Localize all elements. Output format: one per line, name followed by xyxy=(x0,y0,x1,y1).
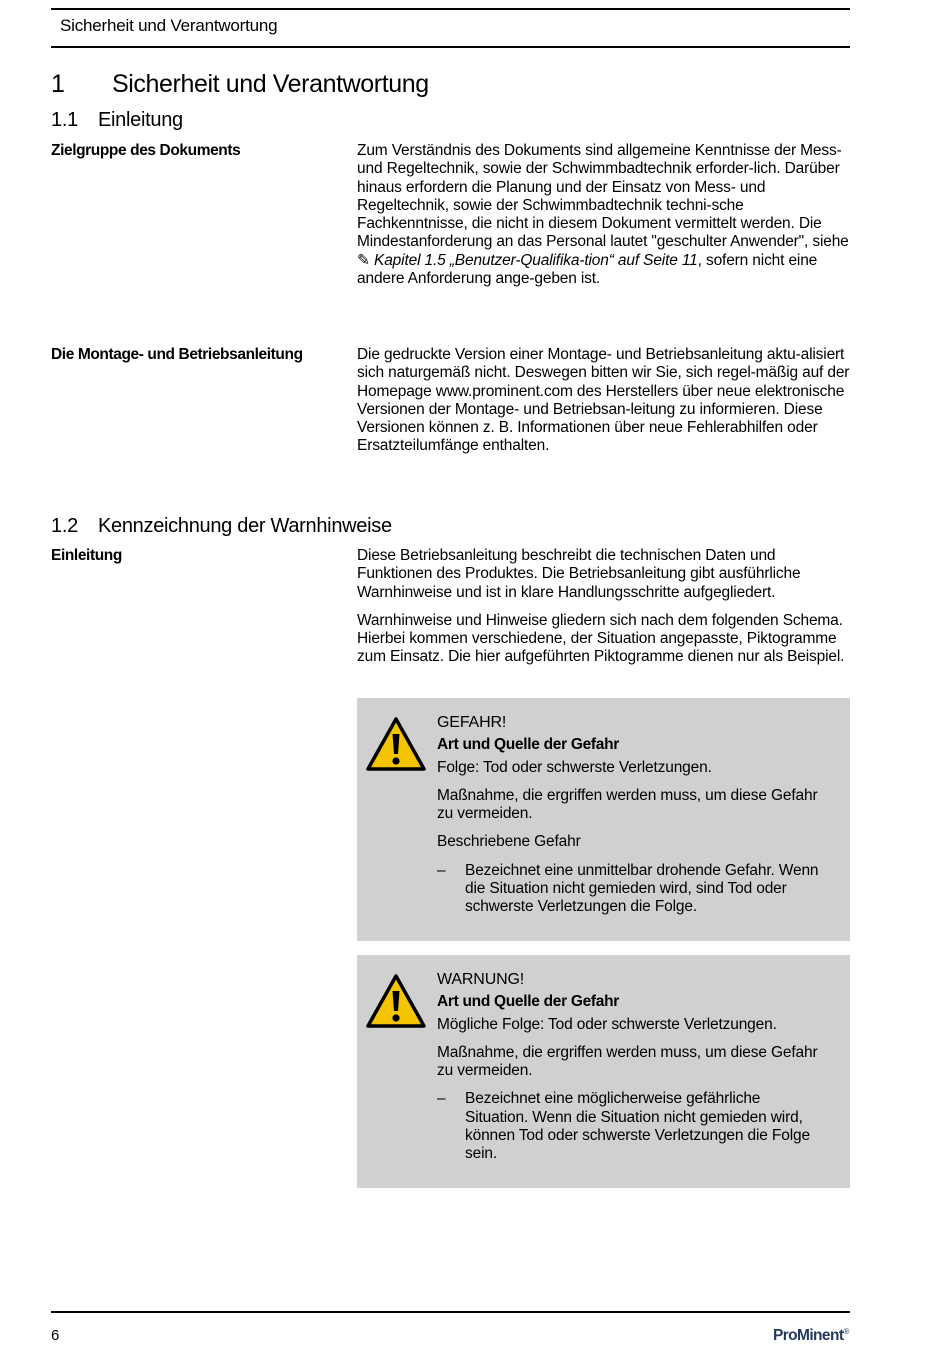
registered-mark: ® xyxy=(843,1327,849,1336)
list-item-text: Bezeichnet eine möglicherweise gefährliche Situation. Wenn die Situation nicht gemieden wird, können Tod oder schwerste Verletzungen die Folge sein. xyxy=(465,1090,810,1163)
chapter-title: Sicherheit und Verantwortung xyxy=(112,70,429,98)
list-item xyxy=(437,1090,826,1163)
section-title: Einleitung xyxy=(98,109,183,131)
list-item-text: Bezeichnet eine unmittelbar drohende Gefahr. Wenn die Situation nicht gemieden wird, sind Tod oder schwerste Verletzungen die Folge. xyxy=(465,861,819,916)
manual-text: Die gedruckte Version einer Montage- und Betriebsanleitung aktu-alisiert sich naturgemäß nicht. Deswegen bitten wir Sie, sich regel-mäßig auf der Homepage www.prominent.com des Herstellers über neue elektronische Versionen der Montage- und Betriebsan-leitung zu informieren. Diese Versionen können z. B. Informationen über neue Fehlerabhilfen oder Ersatzteilumfänge enthalten. xyxy=(357,346,850,455)
target-group-text xyxy=(357,142,852,288)
warning-triangle-icon xyxy=(365,973,427,1029)
section-title: Kennzeichnung der Warnhinweise xyxy=(98,515,392,537)
label-manual: Die Montage- und Betriebsanleitung xyxy=(51,346,303,363)
list-item xyxy=(437,862,826,917)
warning-triangle-icon xyxy=(365,716,427,772)
hazard-source: Art und Quelle der Gefahr xyxy=(437,736,619,754)
prominent-logo xyxy=(773,1327,849,1345)
described-hazard-label: Beschriebene Gefahr xyxy=(437,833,581,851)
section-1-1-heading xyxy=(51,109,183,132)
hazard-measure: Maßnahme, die ergriffen werden muss, um diese Gefahr zu vermeiden. xyxy=(437,1043,818,1080)
page-number: 6 xyxy=(51,1327,60,1344)
label-introduction: Einleitung xyxy=(51,547,122,564)
hazard-consequence: Folge: Tod oder schwerste Verletzungen. xyxy=(437,758,712,776)
introduction-paragraph-1: Diese Betriebsanleitung beschreibt die technischen Daten und Funktionen des Produktes. Die Betriebsanleitung gibt ausführliche Warnhinweise und ist in klare Handlungsschritte aufgegliedert. xyxy=(357,547,801,601)
danger-notice-box xyxy=(357,698,850,941)
signal-word: GEFAHR! xyxy=(437,714,507,731)
chapter-heading xyxy=(51,70,429,99)
logo-text: ProMinent xyxy=(773,1327,844,1345)
target-group-text-main: Zum Verständnis des Dokuments sind allgemeine Kenntnisse der Mess- und Regeltechnik, sowie der Schwimmbadtechnik erforder-lich. Darüber hinaus erfordern die Planung und der Einsatz von Mess- und Regeltechnik, sowie der Schwimmbadtechnik techni-sche Fachkenntnisse, die nicht in diesem Dokument vermittelt werden. Die Mindestanforderung an das Personal lautet "geschulter Anwender", siehe xyxy=(357,142,849,251)
dash-marker: – xyxy=(437,1090,446,1108)
hazard-source: Art und Quelle der Gefahr xyxy=(437,993,619,1011)
cross-reference-icon: ✎ xyxy=(357,251,370,269)
introduction-paragraph-2: Warnhinweise und Hinweise gliedern sich nach dem folgenden Schema. Hierbei kommen verschiedene, der Situation angepasste, Piktogramme zum Einsatz. Die hier aufgeführten Piktogramme dienen nur als Beispiel. xyxy=(357,611,845,666)
warning-notice-box xyxy=(357,955,850,1188)
signal-word: WARNUNG! xyxy=(437,971,525,988)
target-group-text-tail: , sofern nicht eine andere Anforderung ange-geben ist. xyxy=(357,251,818,288)
section-number: 1.2 xyxy=(51,515,78,537)
chapter-number: 1 xyxy=(51,70,65,98)
header-bottom-rule xyxy=(51,46,850,48)
cross-reference-link[interactable]: Kapitel 1.5 „Benutzer-Qualifika-tion“ auf Seite 11 xyxy=(374,251,698,269)
introduction-text xyxy=(357,547,852,677)
hazard-consequence: Mögliche Folge: Tod oder schwerste Verletzungen. xyxy=(437,1015,777,1033)
header-top-rule xyxy=(51,8,850,10)
section-number: 1.1 xyxy=(51,109,78,131)
dash-marker: – xyxy=(437,861,446,879)
running-header-title: Sicherheit und Verantwortung xyxy=(60,16,278,35)
label-target-group: Zielgruppe des Dokuments xyxy=(51,142,241,159)
hazard-measure: Maßnahme, die ergriffen werden muss, um diese Gefahr zu vermeiden. xyxy=(437,786,818,823)
footer-rule xyxy=(51,1311,850,1313)
section-1-2-heading xyxy=(51,515,392,538)
